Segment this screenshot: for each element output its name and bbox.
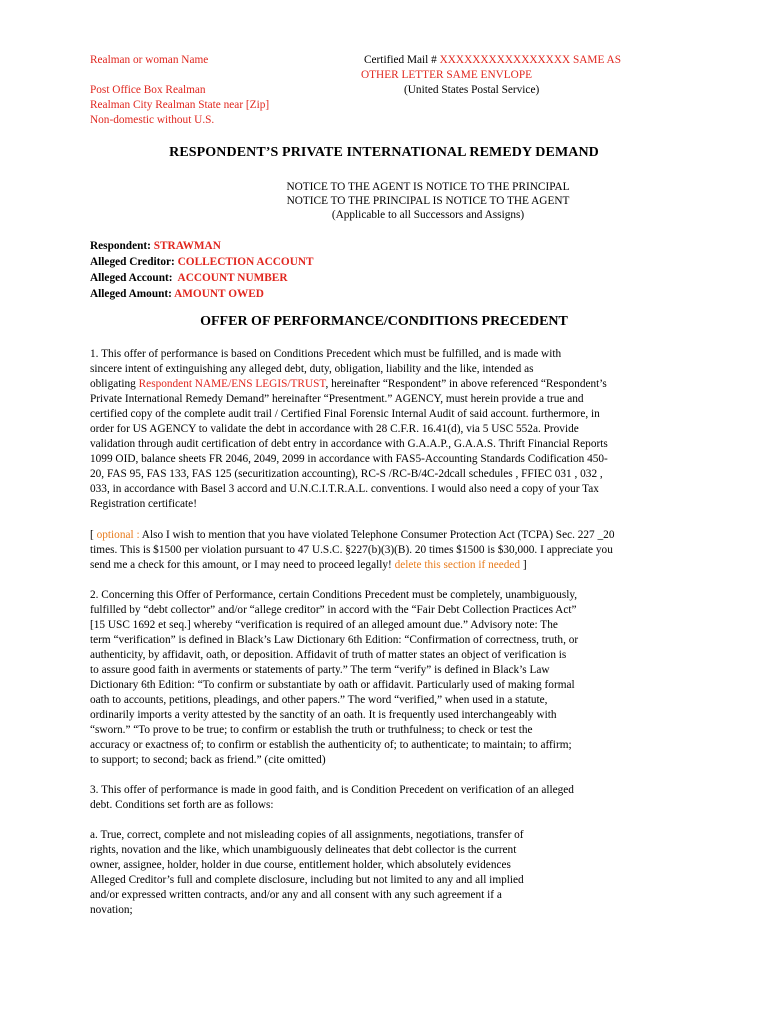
paragraph-3 — [90, 783, 690, 813]
p2-line: term “verification” is defined in Black’s Law Dictionary 6th Edition: “Confirmation of correctness, truth, or — [90, 634, 579, 646]
p1-line: validation through audit certification of debt entry in accordance with G.A.A.P., G.A.A.S. Thrift Financial Reports — [90, 438, 608, 450]
p2-line: oath to accounts, petitions, pleadings, and other papers.” The word “verified,” when used in a statute, — [90, 694, 548, 706]
sender-spacer — [90, 68, 350, 83]
optional-line: times. This is $1500 per violation pursuant to 47 U.S.C. §227(b)(3)(B). 20 times $1500 is $30,000. I appreciate you — [90, 544, 613, 556]
party-label: Alleged Amount: — [90, 288, 175, 300]
optional-tag: optional : — [96, 529, 140, 541]
condition-a-line: and/or expressed written contracts, and/or any and all consent with any such agreement if a — [90, 889, 502, 901]
p1-line: 1. This offer of performance is based on Conditions Precedent which must be fulfilled, and is made with — [90, 348, 562, 360]
party-respondent — [90, 238, 314, 254]
p3-line: debt. Conditions set forth are as follows: — [90, 799, 274, 811]
sender-city-state: Realman City Realman State near [Zip] — [90, 99, 270, 111]
certified-mail-note: OTHER LETTER SAME ENVLOPE — [361, 69, 533, 81]
notice-block — [0, 180, 768, 222]
party-creditor — [90, 254, 314, 270]
certified-mail-prefix: Certified Mail # — [364, 54, 440, 66]
p2-line: 2. Concerning this Offer of Performance, certain Conditions Precedent must be completely, unambiguously, — [90, 589, 578, 601]
condition-a-line: owner, assignee, holder, holder in due course, entitlement holder, which absolutely evidences — [90, 859, 511, 871]
notice-line-2: NOTICE TO THE PRINCIPAL IS NOTICE TO THE AGENT — [286, 195, 570, 207]
condition-a-line: a. True, correct, complete and not misleading copies of all assignments, negotiations, transfer of — [90, 829, 524, 841]
p2-line: Dictionary 6th Edition: “To confirm or substantiate by oath or affidavit. Particularly used of making formal — [90, 679, 575, 691]
party-label: Alleged Account: — [90, 272, 178, 284]
party-value: AMOUNT OWED — [174, 288, 264, 300]
p2-line: to support; to second; back as friend.” (cite omitted) — [90, 754, 326, 766]
p1-line: order for US AGENCY to validate the debt in accordance with 28 C.F.R. 16.41(d), via 5 USC 552a. Provide — [90, 423, 579, 435]
p2-line: accuracy or exactness of; to confirm or establish the authenticity of; to authenticate; to maintain; to affirm; — [90, 739, 572, 751]
sender-non-domestic: Non-domestic without U.S. — [90, 114, 215, 126]
document-title: RESPONDENT’S PRIVATE INTERNATIONAL REMEDY DEMAND — [169, 145, 599, 160]
parties-block — [90, 238, 314, 302]
p3-line: 3. This offer of performance is made in good faith, and is Condition Precedent on verification of an alleged — [90, 784, 574, 796]
p1-obligating: obligating — [90, 378, 139, 390]
p1-line — [90, 377, 690, 392]
optional-open-bracket: [ — [90, 529, 97, 541]
party-value: ACCOUNT NUMBER — [177, 272, 288, 284]
optional-close-bracket: ] — [520, 559, 527, 571]
p1-line: Registration certificate! — [90, 498, 197, 510]
optional-section — [90, 528, 690, 573]
p1-line: 033, in accordance with Basel 3 accord and U.N.C.I.T.R.A.L. conventions. I would also need a copy of your Tax — [90, 483, 599, 495]
p2-line: ordinarily imports a verity attested by the sanctity of an oath. It is frequently used interchangeably with — [90, 709, 557, 721]
party-value: STRAWMAN — [153, 240, 221, 252]
p1-line: 20, FAS 95, FAS 133, FAS 125 (securitization accounting), RC-S /RC-B/4C-2dcall schedules , FFIEC 031 , 032 , — [90, 468, 603, 480]
party-value: COLLECTION ACCOUNT — [177, 256, 314, 268]
p1-hereinafter: , hereinafter “Respondent” in above referenced “Respondent’s — [325, 378, 607, 390]
p1-line: Private International Remedy Demand” hereinafter “Presentment.” AGENCY, must herein provide a true and — [90, 393, 584, 405]
party-account — [90, 270, 314, 286]
sender-name: Realman or woman Name — [90, 54, 209, 66]
postal-service-note: (United States Postal Service) — [404, 84, 540, 96]
sender-address — [90, 53, 350, 128]
certified-mail-block — [361, 53, 694, 98]
optional-line — [90, 558, 690, 573]
p1-line: certified copy of the complete audit trail / Certified Final Forensic Internal Audit of said account. furthermore, in — [90, 408, 600, 420]
notice-line-3: (Applicable to all Successors and Assigns) — [331, 209, 525, 221]
certified-mail-number: XXXXXXXXXXXXXXXX SAME AS — [439, 54, 621, 66]
p2-line: authenticity, by affidavit, oath, or deposition. Affidavit of truth of matter states an object of verification is — [90, 649, 567, 661]
party-amount — [90, 286, 314, 302]
condition-a — [90, 828, 690, 918]
certified-mail-line — [364, 53, 694, 68]
p2-line: to assure good faith in averments or statements of party.” The term “verify” is defined in Black’s Law — [90, 664, 550, 676]
delete-section-note: delete this section if needed — [394, 559, 521, 571]
optional-text: Also I wish to mention that you have violated Telephone Consumer Protection Act (TCPA) Sec. 227 _20 — [139, 529, 615, 541]
optional-line — [90, 528, 690, 543]
sender-po-box: Post Office Box Realman — [90, 84, 206, 96]
paragraph-1 — [90, 347, 690, 512]
offer-title: OFFER OF PERFORMANCE/CONDITIONS PRECEDENT — [200, 314, 568, 329]
condition-a-line: novation; — [90, 904, 133, 916]
p2-line: “sworn.” “To prove to be true; to confirm or establish the truth or truthfulness; to check or test the — [90, 724, 533, 736]
party-label: Alleged Creditor: — [90, 256, 178, 268]
p1-line: 1099 OID, balance sheets FR 2046, 2049, 2099 in accordance with FAS5-Accounting Standards Codification 450- — [90, 453, 608, 465]
p2-line: fulfilled by “debt collector” and/or “allege creditor” in accord with the “Fair Debt Collection Practices Act” — [90, 604, 577, 616]
respondent-name-placeholder: Respondent NAME/ENS LEGIS/TRUST — [138, 378, 326, 390]
paragraph-2 — [90, 588, 690, 768]
condition-a-line: rights, novation and the like, which unambiguously delineates that debt collector is the current — [90, 844, 517, 856]
notice-line-1: NOTICE TO THE AGENT IS NOTICE TO THE PRINCIPAL — [286, 181, 570, 193]
p2-line: [15 USC 1692 et seq.] whereby “verification is required of an alleged amount due.” Advisory note: The — [90, 619, 558, 631]
party-label: Respondent: — [90, 240, 154, 252]
condition-a-line: Alleged Creditor’s full and complete disclosure, including but not limited to any and all implied — [90, 874, 524, 886]
optional-text: send me a check for this amount, or I may need to proceed legally! — [90, 559, 395, 571]
p1-line: sincere intent of extinguishing any alleged debt, duty, obligation, liability and the like, intended as — [90, 363, 534, 375]
